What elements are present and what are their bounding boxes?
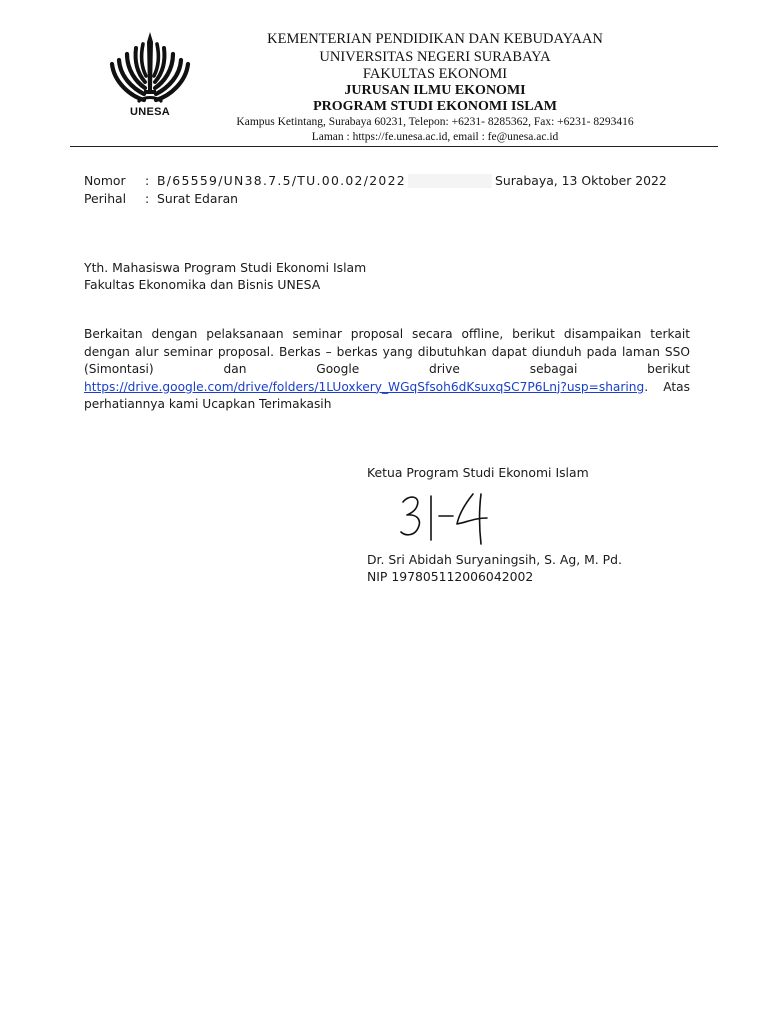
redaction-box [408,174,492,188]
handwritten-signature-icon [395,490,505,552]
signatory-title: Ketua Program Studi Ekonomi Islam [367,465,589,480]
letterhead-divider [70,146,718,147]
nomor-label: Nomor [84,173,126,188]
signatory-nip: NIP 197805112006042002 [367,569,534,584]
signature-svg [395,490,505,552]
letter-date: Surabaya, 13 Oktober 2022 [495,173,667,188]
body-text-after-link: . Atas perhatiannya kami Ucapkan Terimakasih [84,379,690,411]
letterhead-contact: Laman : https://fe.unesa.ac.id, email : fe@unesa.ac.id [311,131,559,143]
nomor-value: B/65559/UN38.7.5/TU.00.02/2022 [157,173,406,188]
body-paragraph [84,326,690,414]
university-name: UNIVERSITAS NEGERI SURABAYA [319,49,551,65]
unesa-emblem-icon [100,30,200,108]
letterhead-address: Kampus Ketintang, Surabaya 60231, Telepon: +6231- 8285362, Fax: +6231- 8293416 [236,116,634,128]
perihal-colon: : [145,191,150,206]
nomor-colon: : [145,173,150,188]
perihal-label: Perihal [84,191,127,206]
recipient-line-2: Fakultas Ekonomika dan Bisnis UNESA [84,277,321,292]
ministry-name: KEMENTERIAN PENDIDIKAN DAN KEBUDAYAAN [267,31,603,47]
logo-text: UNESA [129,106,170,118]
body-text-before-link: Berkaitan dengan pelaksanaan seminar proposal secara offline, berikut disampaikan terkait dengan alur seminar proposal. Berkas – berkas yang dibutuhkan dapat diunduh pada laman SSO (Simontasi) dan Google drive sebagai berikut [84,327,690,376]
recipient-line-1: Yth. Mahasiswa Program Studi Ekonomi Islam [84,260,367,275]
study-program-name: PROGRAM STUDI EKONOMI ISLAM [313,99,557,114]
faculty-name: FAKULTAS EKONOMI [362,66,508,82]
unesa-logo [100,30,200,122]
signatory-name: Dr. Sri Abidah Suryaningsih, S. Ag, M. Pd. [367,552,622,567]
department-name: JURUSAN ILMU EKONOMI [344,83,526,98]
drive-link[interactable]: https://drive.google.com/drive/folders/1LUoxkery_WGqSfsoh6dKsuxqSC7P6Lnj?usp=sharing [84,379,645,394]
perihal-value: Surat Edaran [157,191,239,206]
